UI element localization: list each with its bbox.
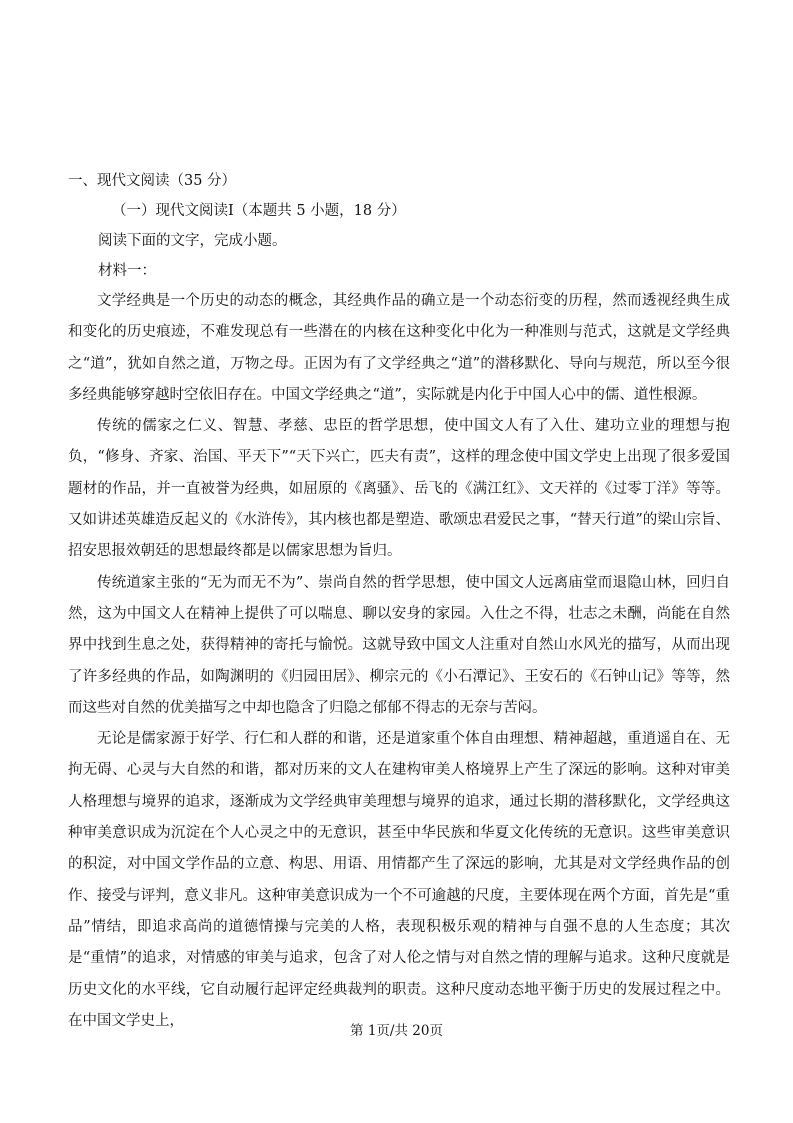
paragraph: 传统道家主张的“无为而无不为”、崇尚自然的哲学思想，使中国文人远离庙堂而退隐山林，回归自然，这为中国文人在精神上提供了可以喘息、聊以安身的家园。入仕之不得，壮志之未酬，尚能在自然界中找到生息之处，获得精神的寄托与愉悦。这就导致中国文人注重对自然山水风光的描写，从而出现了许多经典的作品，如陶渊明的《归园田居》、柳宗元的《小石潭记》、王安石的《石钟山记》等等，然而这些对自然的优美描写之中却也隐含了归隐之郁郁不得志的无奈与苦闷。 <box>68 574 730 716</box>
paragraph: 无论是儒家源于好学、行仁和人群的和谐，还是道家重个体自由理想、精神超越，重逍遥自在、无拘无碍、心灵与大自然的和谐，都对历来的文人在建构审美人格境界上产生了深远的影响。这种对审美人格理想与境界的追求，逐渐成为文学经典审美理想与境界的追求，通过长期的潜移默化，文学经典这种审美意识成为沉淀在个人心灵之中的无意识，甚至中华民族和华夏文化传统的无意识。这些审美意识的积淀，对中国文学作品的立意、构思、用语、用情都产生了深远的影响，尤其是对文学经典作品的创作、接受与评判，意义非凡。这种审美意识成为一个不可逾越的尺度，主要体现在两个方面，首先是“重品”情结，即追求高尚的道德情操与完美的人格，表现积极乐观的精神与自强不息的人生态度；其次是“重情”的追求，对情感的审美与追求，包含了对人伦之情与对自然之情的理解与追求。这种尺度就是历史文化的水平线，它自动履行起评定经典裁判的职责。这种尺度动态地平衡于历史的发展过程之中。在中国文学史上， <box>68 731 730 1029</box>
page-number: 第 1页/共 20页 <box>350 1023 443 1039</box>
reading-instruction: 阅读下面的文字，完成小题。 <box>98 233 287 249</box>
section-heading: 一、现代文阅读（35 分） <box>68 173 237 189</box>
page-content <box>68 166 730 1037</box>
subsection-heading: （一）现代文阅读Ⅰ（本题共 5 小题，18 分） <box>112 203 406 219</box>
paragraph: 文学经典是一个历史的动态的概念，其经典作品的确立是一个动态衍变的历程，然而透视经典生成和变化的历史痕迹，不难发现总有一些潜在的内核在这种变化中化为一种准则与范式，这就是文学经典之“道”，犹如自然之道，万物之母。正因为有了文学经典之“道”的潜移默化、导向与规范，所以至今很多经典能够穿越时空依旧存在。中国文学经典之“道”，实际就是内化于中国人心中的儒、道性根源。 <box>68 293 730 403</box>
paragraph: 传统的儒家之仁义、智慧、孝慈、忠臣的哲学思想，使中国文人有了入仕、建功立业的理想与抱负，“修身、齐家、治国、平天下”“天下兴亡，匹夫有责”，这样的理念使中国文学史上出现了很多爱国题材的作品，并一直被誉为经典，如屈原的《离骚》、岳飞的《满江红》、文天祥的《过零丁洋》等等。又如讲述英雄造反起义的《水浒传》，其内核也都是塑造、歌颂忠君爱民之事，“替天行道”的梁山宗旨、招安思报效朝廷的思想最终都是以儒家思想为旨归。 <box>68 418 730 560</box>
material-label: 材料一： <box>98 263 156 279</box>
material-text <box>68 286 730 1037</box>
